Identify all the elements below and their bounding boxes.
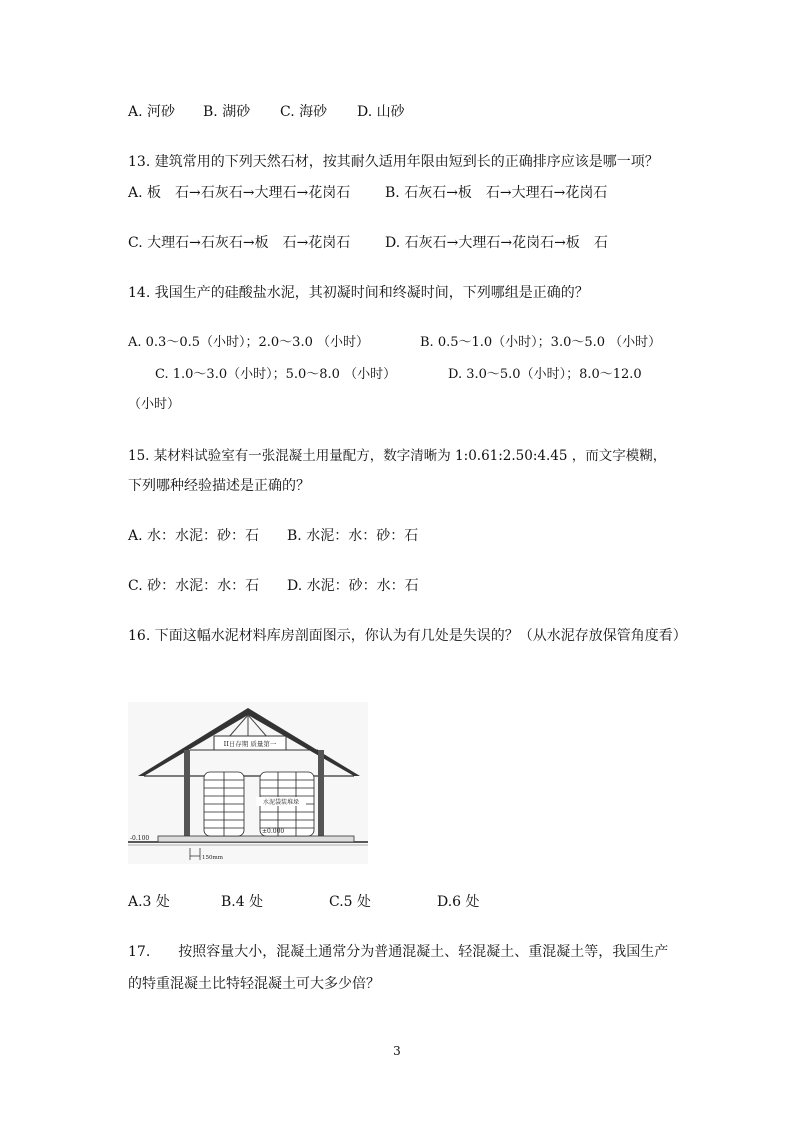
q14-stem: 14. 我国生产的硅酸盐水泥，其初凝时间和终凝时间，下列哪组是正确的？: [128, 285, 589, 301]
q14-option-a: A. 0.3～0.5（小时）；2.0～3.0 （小时）: [128, 335, 369, 350]
warehouse-section-figure: [128, 702, 368, 864]
q14-option-b: B. 0.5～1.0（小时）；3.0～5.0 （小时）: [420, 335, 662, 350]
q14-option-d: D. 3.0～5.0（小时）；8.0～12.0: [448, 367, 642, 382]
q15-stem-line1: 15. 某材料试验室有一张混凝土用量配方，数字清晰为 1:0.61:2.50:4.45 ，而文字模糊，: [128, 448, 667, 464]
figure-level-floor: ±0.000: [262, 828, 285, 835]
figure-stack-label: 水泥袋装堆垛: [262, 799, 300, 806]
q17-stem-line2: 的特重混凝土比特轻混凝土可大多少倍？: [128, 976, 380, 992]
q17-stem-line1: 17. 按照容量大小，混凝土通常分为普通混凝土、轻混凝土、重混凝土等，我国生产: [128, 944, 669, 960]
q13-option-b: B. 石灰石→板 石→大理石→花岗石: [385, 185, 608, 201]
figure-banner: II日存期 质量第一: [223, 740, 277, 748]
q13-option-a: A. 板 石→石灰石→大理石→花岗石: [128, 185, 351, 201]
q13-stem: 13. 建筑常用的下列天然石材，按其耐久适用年限由短到长的正确排序应该是哪一项？: [128, 154, 659, 170]
q15-option-c: C. 砂：水泥：水：石: [128, 578, 260, 594]
q16-option-b: B.4 处: [221, 894, 264, 910]
q14-option-c: C. 1.0～3.0（小时）；5.0～8.0 （小时）: [155, 367, 397, 382]
page-number: 3: [393, 1044, 401, 1058]
q16-option-a: A.3 处: [128, 894, 170, 910]
q14-option-d-continued: （小时）: [128, 397, 181, 412]
q13-option-c: C. 大理石→石灰石→板 石→花岗石: [128, 235, 351, 251]
figure-level-left: -0.100: [130, 835, 150, 842]
q15-option-a: A. 水：水泥：砂：石: [128, 528, 260, 544]
figure-dimension: 150mm: [202, 855, 223, 861]
q16-stem: 16. 下面这幅水泥材料库房剖面图示，你认为有几处是失误的？（从水泥存放保管角度看）: [128, 628, 687, 644]
q15-option-d: D. 水泥：砂：水：石: [287, 578, 419, 594]
q16-option-c: C.5 处: [329, 894, 372, 910]
q15-stem-line2: 下列哪种经验描述是正确的？: [128, 478, 310, 494]
q12-option-a: A. 河砂: [128, 104, 176, 120]
q12-option-d: D. 山砂: [357, 104, 405, 120]
q12-option-b: B. 湖砂: [203, 104, 251, 120]
q16-option-d: D.6 处: [437, 894, 480, 910]
q15-option-b: B. 水泥：水：砂：石: [287, 528, 419, 544]
cement-stack-left: [204, 772, 244, 836]
q12-option-c: C. 海砂: [280, 104, 328, 120]
q13-option-d: D. 石灰石→大理石→花岗石→板 石: [385, 235, 608, 251]
